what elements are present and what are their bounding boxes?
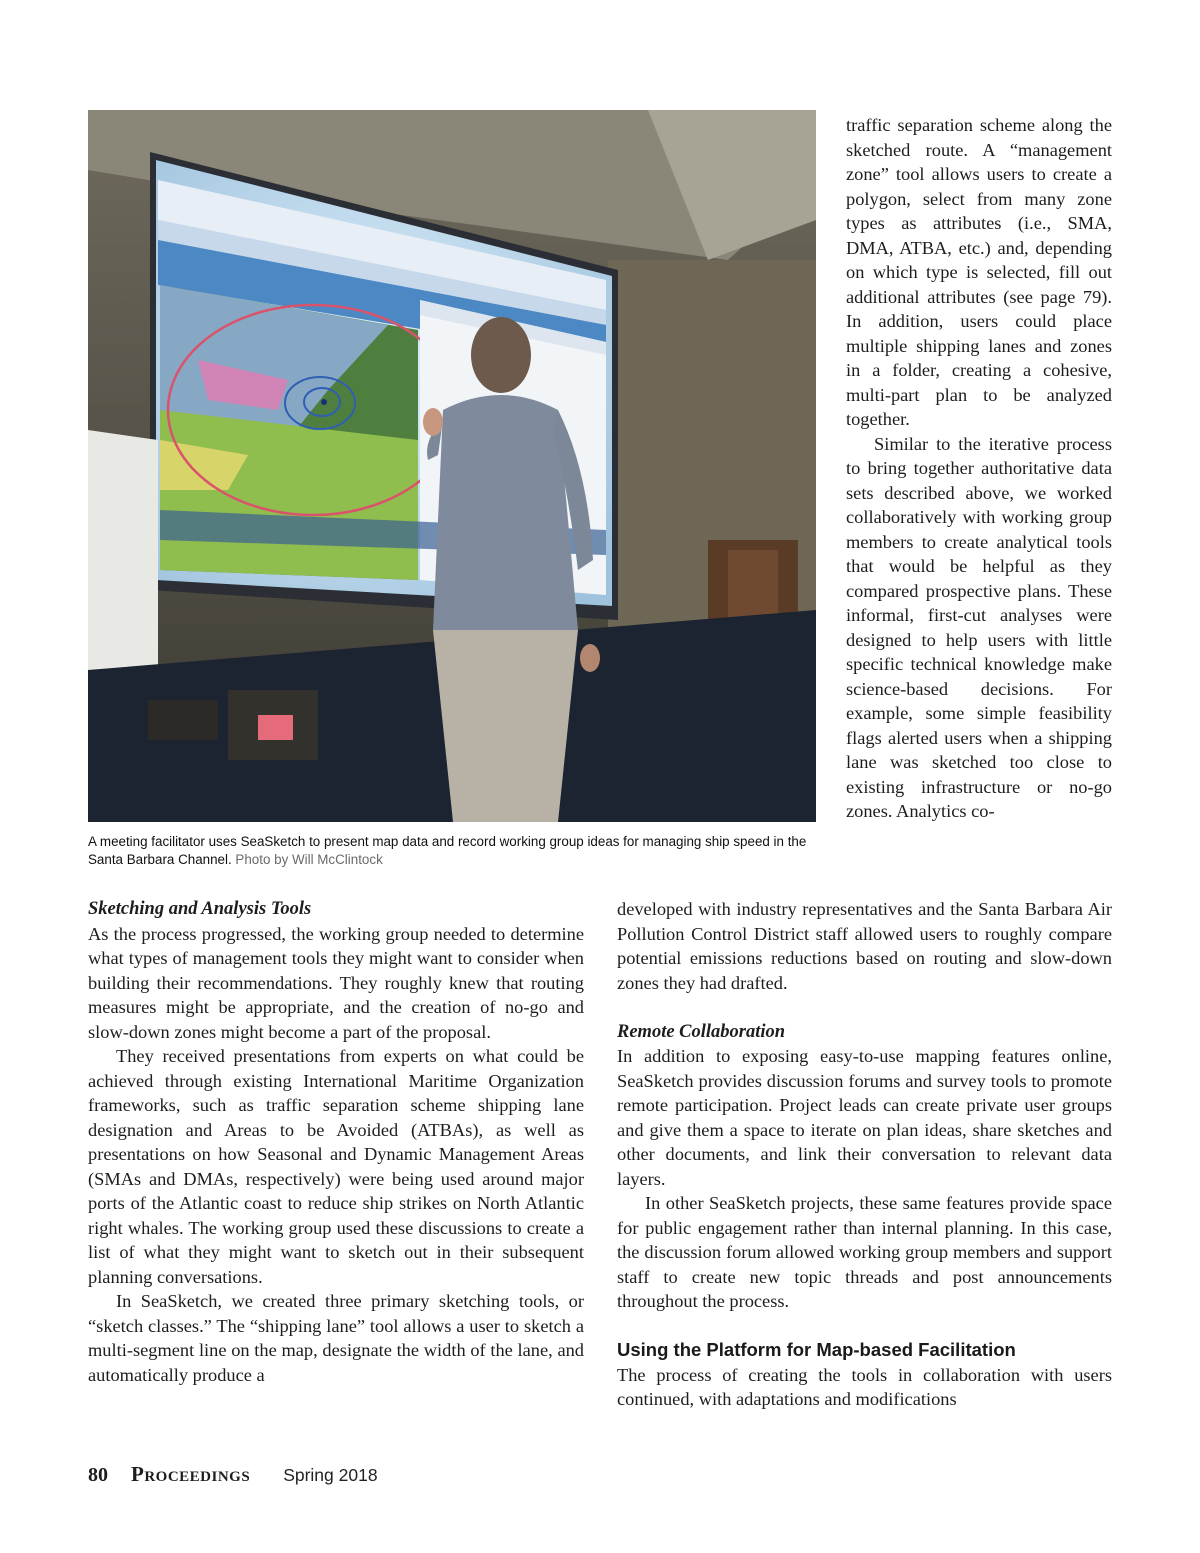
section-heading: Using the Platform for Map-based Facilitation (617, 1339, 1016, 1360)
paragraph: They received presentations from experts on what could be achieved through existing International Maritime Organization frameworks, such as traffic separation scheme shipping lane designation and Areas to be Avoided (ATBAs), as well as presentations on how Seasonal and Dynamic Management Areas (SMAs and DMAs, respectively) were being used around major ports of the Atlantic coast to reduce ship strikes on North Atlantic right whales. The working group used these discussions to create a list of what they might want to sketch out in their subsequent planning conversations. (88, 1046, 584, 1287)
paragraph: In addition to exposing easy-to-use mapping features online, SeaSketch provides discussion forums and survey tools to promote remote participation. Project leads can create private user groups and give them a space to iterate on plan ideas, share sketches and other documents, and link their conversation to relevant data layers. (617, 1046, 1112, 1189)
paragraph: In SeaSketch, we created three primary sketching tools, or “sketch classes.” The “shipping lane” tool allows a user to sketch a multi-segment line on the map, designate the width of the lane, and automatically produce a (88, 1291, 584, 1385)
caption-text: A meeting facilitator uses SeaSketch to present map data and record working group ideas for managing ship speed in the Santa Barbara Channel. (88, 834, 807, 867)
page-number: 80 (88, 1464, 108, 1486)
right-column (617, 897, 1112, 1412)
right-top-column (846, 113, 1112, 824)
caption-credit: Photo by Will McClintock (235, 852, 383, 867)
section-heading: Remote Collaboration (617, 1021, 786, 1042)
section-heading: Sketching and Analysis Tools (88, 899, 312, 919)
paragraph: developed with industry representatives and the Santa Barbara Air Pollution Control District staff allowed users to roughly compare potential emissions reductions based on routing and slow-down zones they had drafted. (617, 899, 1112, 993)
paragraph: In other SeaSketch projects, these same features provide space for public engagement rather than internal planning. In this case, the discussion forum allowed working group members and support staff to create new topic threads and post announcements throughout the process. (617, 1193, 1112, 1311)
paragraph: As the process progressed, the working group needed to determine what types of management tools they might want to consider when building their recommendations. They roughly knew that routing measures might be appropriate, and the creation of no-go and slow-down zones might become a part of the proposal. (88, 923, 584, 1042)
paragraph: Similar to the iterative process to bring together authoritative data sets described above, we worked collaboratively with working group members to create analytical tools that would be helpful as they compared prospective plans. These informal, first-cut analyses were designed to help users with little specific technical knowledge make science-based decisions. For example, some simple feasibility flags alerted users when a shipping lane was sketched too close to existing infrastructure or no-go zones. Analytics co- (846, 433, 1112, 821)
paragraph: The process of creating the tools in collaboration with users continued, with adaptations and modifications (617, 1364, 1112, 1409)
presentation-photo-graphic (88, 110, 816, 822)
issue-season: Spring 2018 (283, 1465, 378, 1485)
page-footer (88, 1461, 378, 1488)
publication-name: Proceedings (131, 1462, 251, 1486)
left-column (88, 897, 584, 1387)
photo-caption (88, 833, 823, 869)
presentation-photo (88, 110, 816, 822)
paragraph: traffic separation scheme along the sketched route. A “management zone” tool allows users to create a polygon, select from many zone types as attributes (i.e., SMA, DMA, ATBA, etc.) and, depending on which type is selected, fill out additional attributes (see page 79). In addition, users could place multiple shipping lanes and zones in a folder, creating a cohesive, multi-part plan to be analyzed together. (846, 115, 1112, 429)
